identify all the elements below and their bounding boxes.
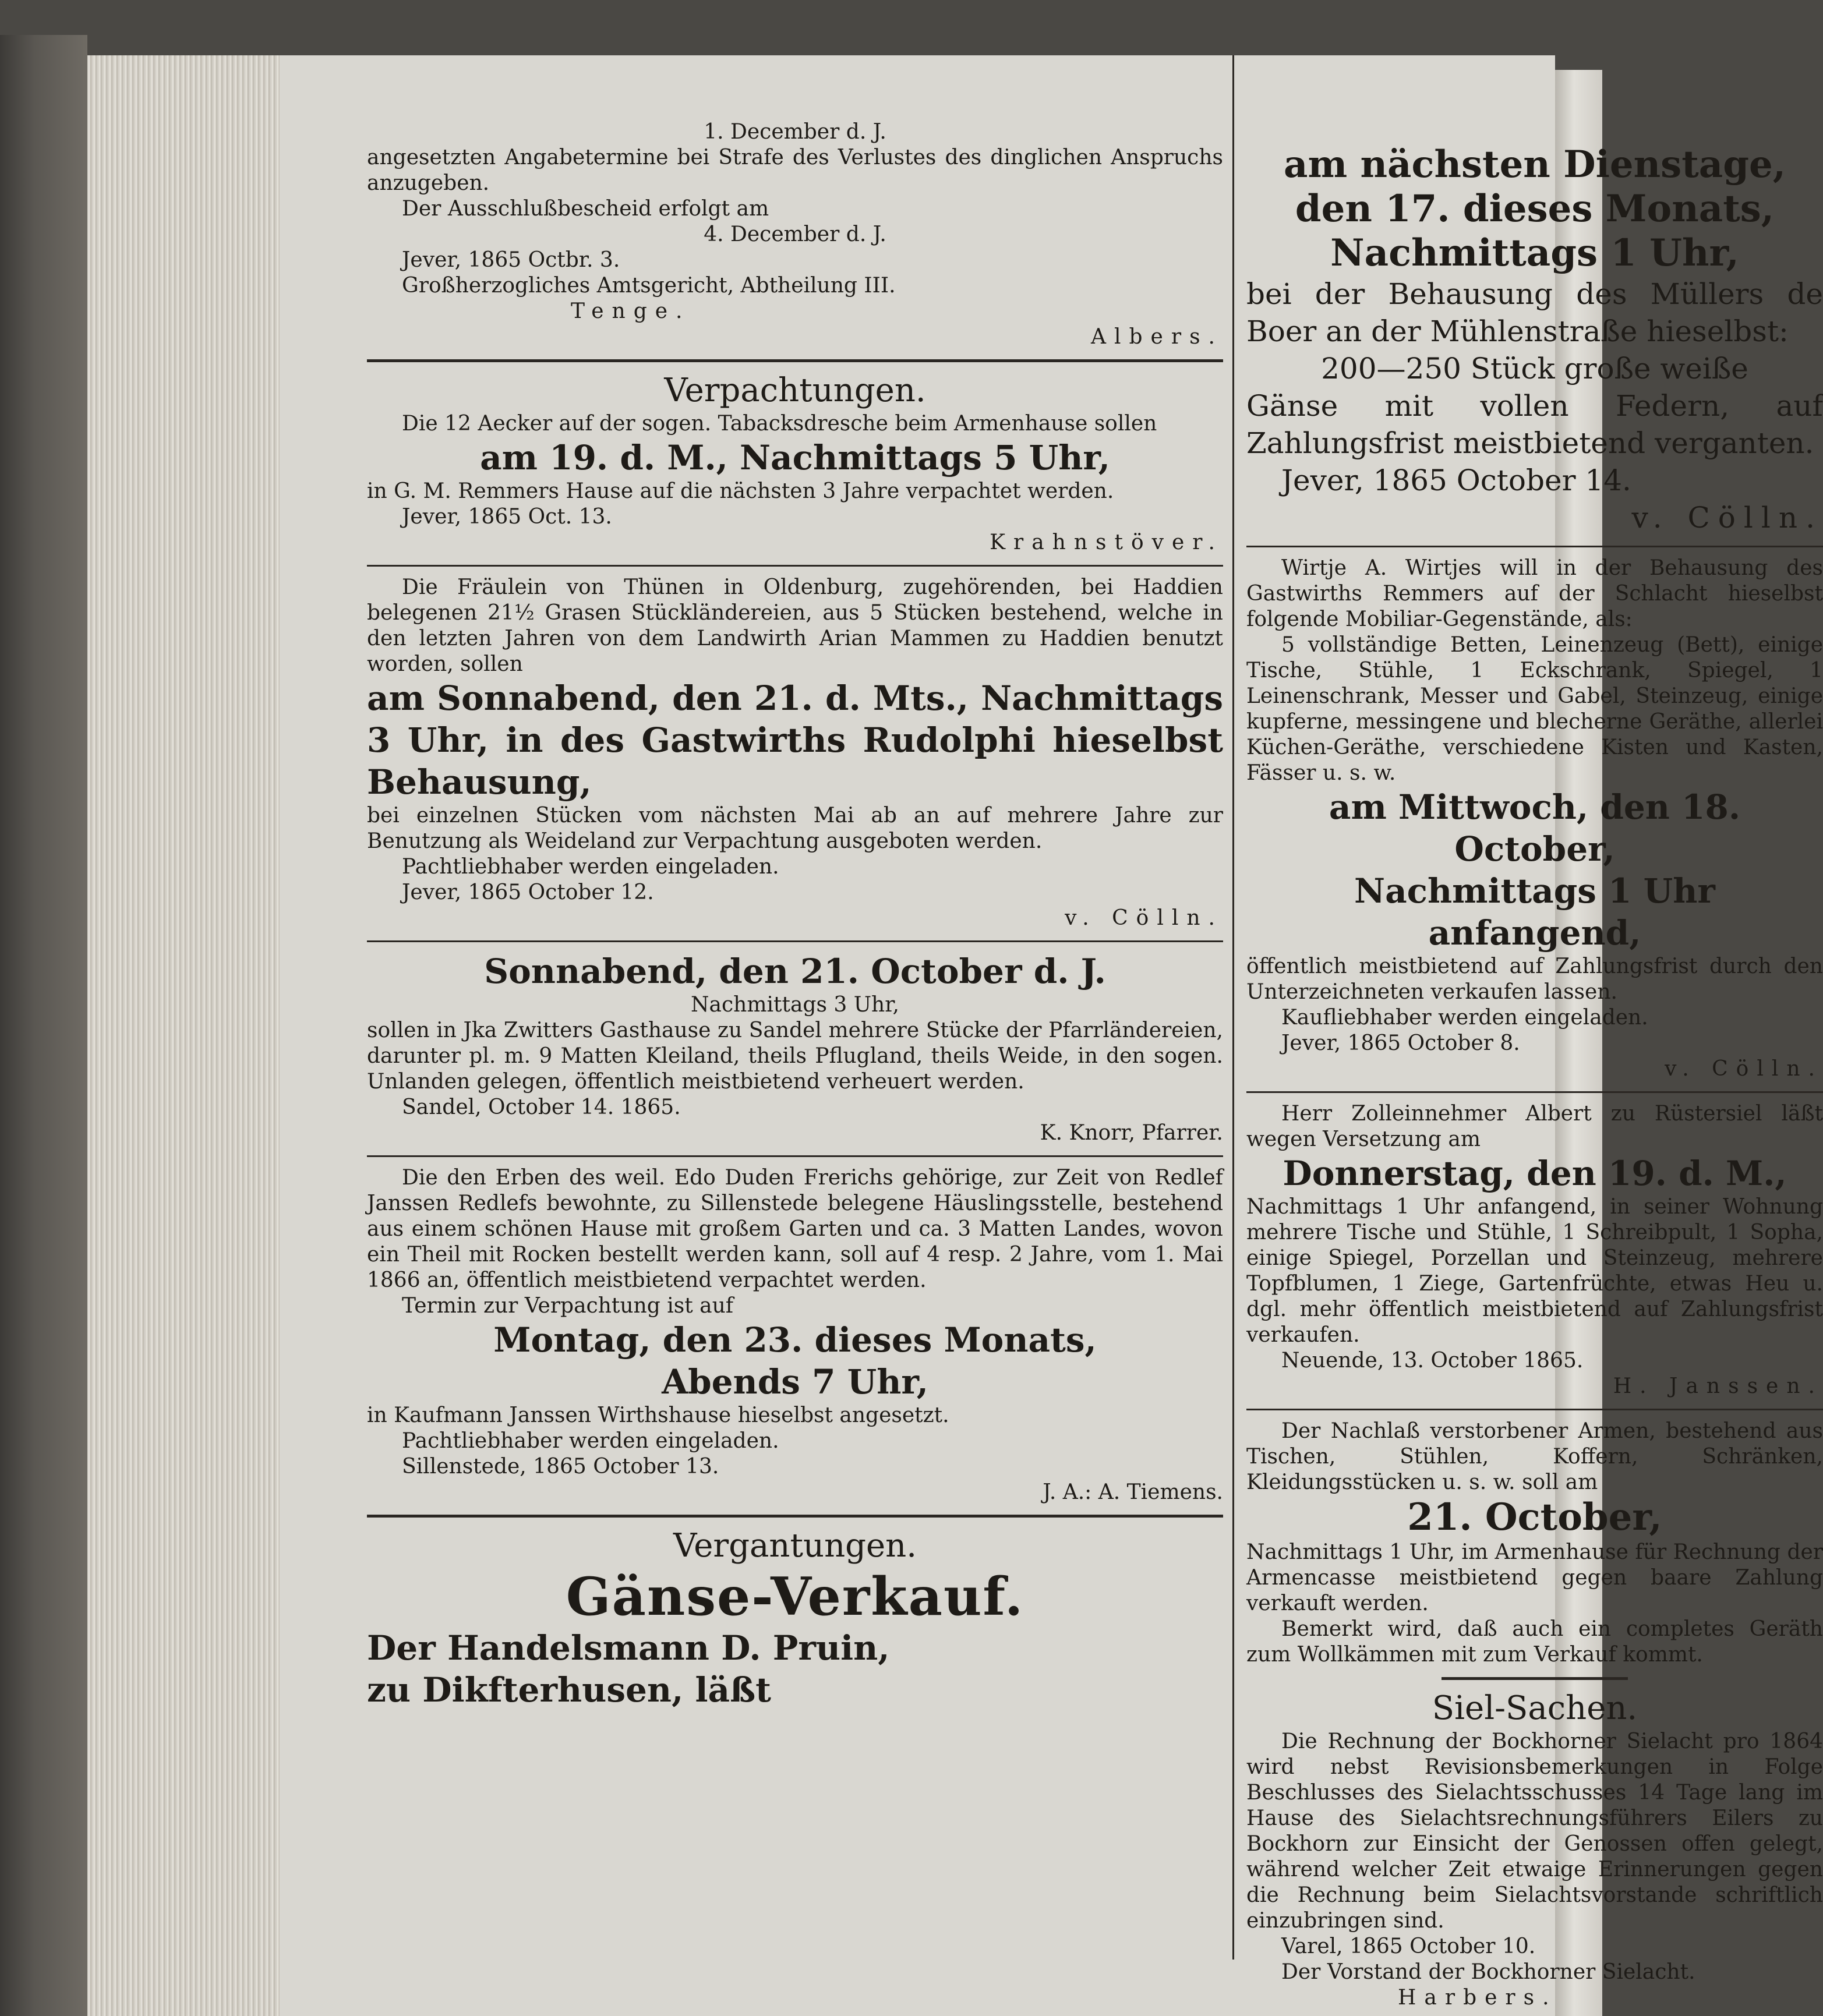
- notice-line: Bemerkt wird, daß auch ein completes Geräth zum Wollkämmen mit zum Verkauf kommt.: [1246, 1617, 1823, 1667]
- notice-signature: v. Cölln.: [1065, 906, 1223, 930]
- notice-line: Der Vorstand der Bockhorner Sielacht.: [1281, 1960, 1695, 1984]
- notice-line: Termin zur Verpachtung ist auf: [402, 1294, 734, 1318]
- notice-rule: [1246, 1409, 1823, 1410]
- notice-signature-1: Tenge.: [571, 299, 691, 323]
- notice-geese-sale-continued: [1246, 143, 1823, 536]
- notice-place-date: Neuende, 13. October 1865.: [1281, 1349, 1584, 1373]
- notice-place-date: Varel, 1865 October 10.: [1281, 1934, 1536, 1958]
- notice-rule: [367, 940, 1223, 942]
- section-title-verpachtungen: Verpachtungen.: [664, 372, 926, 409]
- notice-body: bei einzelnen Stücken vom nächsten Mai ab an auf mehrere Jahre zur Benutzung als Weideland zur Verpachtung ausgeboten werden.: [367, 804, 1223, 853]
- notice-rule: [1246, 546, 1823, 547]
- notice-body: öffentlich meistbietend auf Zahlungsfrist durch den Unterzeichneten verkaufen lassen.: [1246, 954, 1823, 1004]
- notice-body: in Kaufmann Janssen Wirthshause hieselbst angesetzt.: [367, 1403, 949, 1427]
- notice-body: Nachmittags 1 Uhr anfangend, in seiner Wohnung mehrere Tische und Stühle, 1 Schreibpult, 1 Sopha, einige Spiegel, Porzellan und Steinzeug, mehrere Topfblumen, 1 Ziege, Gartenfrüchte, etwas Heu u. dgl. mehr öffentlich meistbietend auf Zahlungsfrist verkaufen.: [1246, 1195, 1823, 1347]
- notice-body: angesetzten Angabetermine bei Strafe des Verlustes des dinglichen Anspruchs anzugeben.: [367, 146, 1223, 195]
- notice-bockhorn: [1246, 1729, 1823, 2011]
- notice-body: Die Rechnung der Bockhorner Sielacht pro 1864 wird nebst Revisionsbemerkungen in Folge Beschlusses des Sielachtsschusses 14 Tage lang im Hause des Sielachtsrechnungsführers Eilers zu Bockhorn zur Einsicht der Genossen offen gelegt, während welcher Zeit etwaige Erinnerungen gegen die Rechnung beim Sielachtsvorstande schriftlich einzubringen sind.: [1246, 1729, 1823, 1933]
- notice-count: 200—250 Stück große weiße: [1321, 352, 1748, 385]
- right-column: [1246, 143, 1823, 2016]
- notice-body: Die den Erben des weil. Edo Duden Frerichs gehörige, zur Zeit von Redlef Janssen Redlefs bewohnte, zu Sillenstede belegene Häuslingsstelle, bestehend aus einem schönen Hause mit großem Garten und ca. 3 Matten Landes, wovon ein Theil mit Rocken bestellt werden kann, soll auf 4 resp. 2 Jahre, vom 1. Mai 1866 an, öffentlich meistbietend verpachtet werden.: [367, 1166, 1223, 1292]
- notice-signature: Harbers.: [1398, 1986, 1557, 2010]
- notice-signature: Krahnstöver.: [990, 530, 1223, 554]
- notice-signature: H. Janssen.: [1613, 1374, 1823, 1398]
- notice-court: Großherzogliches Amtsgericht, Abtheilung III.: [402, 274, 896, 298]
- notice-signature: K. Knorr, Pfarrer.: [1040, 1121, 1223, 1145]
- notice-sandel: [367, 950, 1223, 1146]
- notice-date-headline: Sonnabend, den 21. October d. J.: [484, 952, 1106, 991]
- notice-date-2: 4. December d. J.: [704, 222, 886, 246]
- column-divider: [1232, 55, 1234, 1960]
- notice-body: Herr Zolleinnehmer Albert zu Rüstersiel läßt wegen Versetzung am: [1246, 1102, 1823, 1151]
- notice-albert: [1246, 1101, 1823, 1399]
- notice-place-date: Jever, 1865 October 14.: [1281, 464, 1631, 497]
- notice-date-headline: am Sonnabend, den 21. d. Mts., Nachmittags 3 Uhr, in des Gastwirths Rudolphi hieselbst Behausung,: [367, 678, 1223, 802]
- section-rule: [367, 359, 1223, 362]
- notice-place-date: Jever, 1865 Octbr. 3.: [402, 248, 620, 272]
- notice-time-headline: Nachmittags 1 Uhr anfangend,: [1354, 871, 1715, 953]
- geese-sale-headline: Gänse-Verkauf.: [566, 1566, 1024, 1628]
- notice-date-headline: Montag, den 23. dieses Monats,: [493, 1320, 1097, 1360]
- newspaper-page: [280, 55, 1823, 2016]
- section-title-siel-sachen: Siel-Sachen.: [1432, 1689, 1638, 1727]
- notice-body: in G. M. Remmers Hause auf die nächsten 3 Jahre verpachtet werden.: [367, 479, 1114, 503]
- notice-tabacksdresche: [367, 411, 1223, 556]
- notice-wirtjes: [1246, 556, 1823, 1082]
- notice-subline: Nachmittags 3 Uhr,: [691, 993, 899, 1017]
- notice-date-headline: Donnerstag, den 19. d. M.,: [1283, 1154, 1787, 1193]
- notice-place-date: Jever, 1865 Oct. 13.: [402, 505, 612, 529]
- section-rule: [1442, 1677, 1628, 1680]
- notice-date-headline: den 17. dieses Monats,: [1295, 187, 1775, 231]
- notice-place-date: Sandel, October 14. 1865.: [402, 1095, 681, 1119]
- notice-headline-line: Der Handelsmann D. Pruin,: [367, 1628, 890, 1668]
- notice-date-headline: am 19. d. M., Nachmittags 5 Uhr,: [480, 438, 1110, 478]
- notice-date-1: 1. December d. J.: [704, 120, 886, 144]
- notice-line: Kaufliebhaber werden eingeladen.: [1281, 1006, 1648, 1030]
- notice-signature: v. Cölln.: [1631, 501, 1823, 535]
- top-notice: [367, 119, 1223, 350]
- notice-line: Pachtliebhaber werden eingeladen.: [402, 855, 779, 879]
- section-rule: [367, 1515, 1223, 1518]
- notice-body-large: bei der Behausung des Müllers de Boer an der Mühlenstraße hieselbst:: [1246, 277, 1823, 348]
- notice-sillenstede: [367, 1165, 1223, 1505]
- notice-body: Die Fräulein von Thünen in Oldenburg, zugehörenden, bei Haddien belegenen 21½ Grasen Stückländereien, aus 5 Stücken bestehend, welche in den letzten Jahren von dem Landwirth Arian Mammen zu Haddien benutzt worden, sollen: [367, 575, 1223, 676]
- notice-date-headline: 21. October,: [1407, 1495, 1662, 1539]
- notice-place-date: Sillenstede, 1865 October 13.: [402, 1455, 719, 1479]
- notice-date-headline: am Mittwoch, den 18. October,: [1329, 787, 1741, 869]
- notice-rule: [367, 565, 1223, 567]
- notice-headline-line: zu Dikfterhusen, läßt: [367, 1670, 771, 1710]
- notice-rule: [1246, 1091, 1823, 1093]
- notice-line: Pachtliebhaber werden eingeladen.: [402, 1429, 779, 1453]
- notice-armen: [1246, 1419, 1823, 1668]
- left-column: [367, 119, 1223, 2016]
- notice-place-date: Jever, 1865 October 12.: [402, 880, 654, 904]
- notice-body: Der Nachlaß verstorbener Armen, bestehend aus Tischen, Stühlen, Koffern, Schränken, Kleidungsstücken u. s. w. soll am: [1246, 1419, 1823, 1494]
- notice-body: Die 12 Aecker auf der sogen. Tabacksdresche beim Armenhause sollen: [402, 412, 1157, 436]
- notice-time-headline: Abends 7 Uhr,: [662, 1362, 928, 1402]
- notice-body: Nachmittags 1 Uhr, im Armenhause für Rechnung der Armencasse meistbietend gegen baare Zahlung verkauft werden.: [1246, 1540, 1823, 1615]
- notice-place-date: Jever, 1865 October 8.: [1281, 1031, 1520, 1055]
- notice-haddien: [367, 575, 1223, 931]
- notice-date-headline: am nächsten Dienstage,: [1284, 143, 1786, 186]
- notice-signature: J. A.: A. Tiemens.: [1043, 1480, 1223, 1504]
- section-title-vergantungen: Vergantungen.: [673, 1527, 917, 1565]
- notice-body: Wirtje A. Wirtjes will in der Behausung des Gastwirths Remmers auf der Schlacht hieselbst folgende Mobiliar-Gegenstände, als:: [1246, 556, 1823, 631]
- page-stack-edge: [87, 55, 280, 2016]
- notice-line: Der Ausschlußbescheid erfolgt am: [402, 197, 769, 221]
- book-spine: [0, 35, 87, 2016]
- notice-body: sollen in Jka Zwitters Gasthause zu Sandel mehrere Stücke der Pfarrländereien, darunter pl. m. 9 Matten Kleiland, theils Pflugland, theils Weide, in den sogen. Unlanden gelegen, öffentlich meistbietend verheuert werden.: [367, 1018, 1223, 1094]
- notice-rule: [367, 1155, 1223, 1157]
- notice-signature-2: Albers.: [1091, 325, 1223, 349]
- notice-time-headline: Nachmittags 1 Uhr,: [1330, 231, 1739, 275]
- notice-body-large: Gänse mit vollen Federn, auf Zahlungsfrist meistbietend verganten.: [1246, 389, 1823, 460]
- notice-signature: v. Cölln.: [1665, 1057, 1823, 1081]
- notice-item-list: 5 vollständige Betten, Leinenzeug (Bett), einige Tische, Stühle, 1 Eckschrank, Spiegel, 1 Leinenschrank, Messer und Gabel, Steinzeug, einige kupferne, messingene und blecherne Geräthe, allerlei Küchen-Geräthe, verschiedene Kisten und Kasten, Fässer u. s. w.: [1246, 633, 1823, 785]
